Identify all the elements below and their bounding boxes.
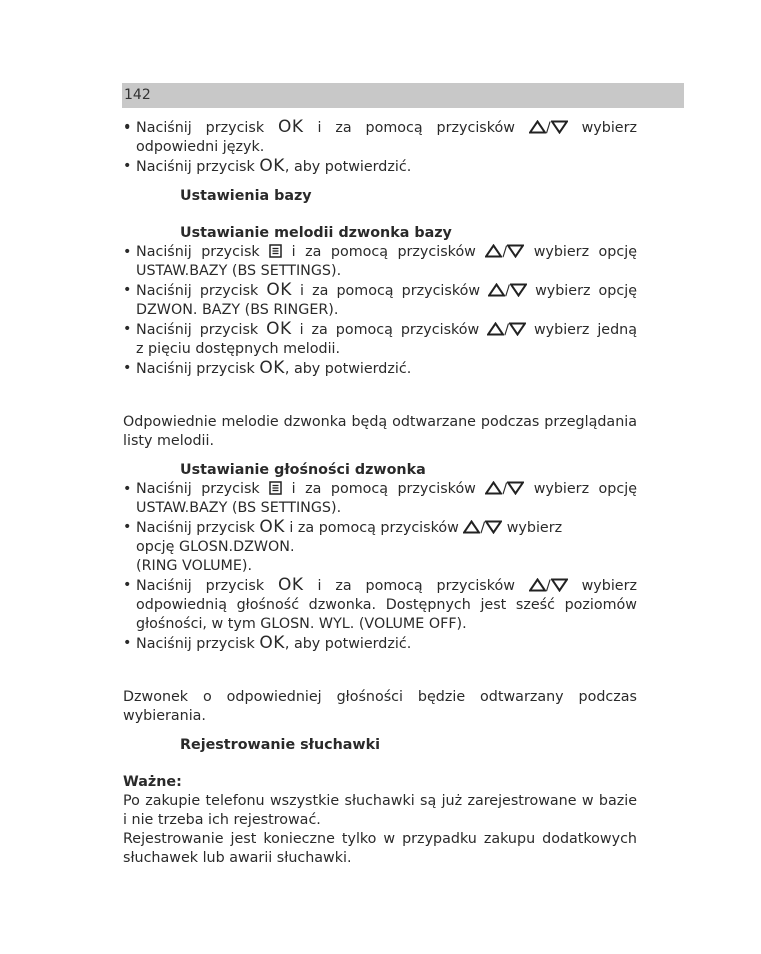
triangle-up-icon xyxy=(463,520,480,534)
list-item: • Naciśnij przycisk OK i za pomocą przycisków / wybierz xyxy=(123,518,637,538)
triangle-down-icon xyxy=(507,481,524,495)
triangle-up-icon xyxy=(529,578,546,592)
list-item: • Naciśnij przycisk OK i za pomocą przycisków / wybierz jedną xyxy=(123,320,637,340)
list-item-continuation: DZWON. BAZY (BS RINGER). xyxy=(136,302,339,318)
menu-key-icon xyxy=(269,481,282,495)
list-item: • Naciśnij przycisk OK, aby potwierdzić. xyxy=(123,359,637,379)
ok-key-icon: OK xyxy=(259,358,285,378)
triangle-down-icon xyxy=(509,322,526,336)
list-item: • Naciśnij przycisk OK i za pomocą przycisków / wybierz xyxy=(123,576,637,596)
ok-key-icon: OK xyxy=(259,517,285,537)
paragraph: Po zakupie telefonu wszystkie słuchawki są już zarejestrowane w bazie i nie trzeba ich rejestrować. xyxy=(123,793,637,828)
paragraph: Dzwonek o odpowiedniej głośności będzie odtwarzany podczas wybierania. xyxy=(123,689,637,724)
list-item: • Naciśnij przycisk OK, aby potwierdzić. xyxy=(123,157,637,177)
list-item-continuation: odpowiednią głośność dzwonka. Dostępnych jest sześć poziomów głośności, w tym GLOSN. WYL. (VOLUME OFF). xyxy=(136,597,637,632)
triangle-down-icon xyxy=(510,283,527,297)
list-item: • Naciśnij przycisk OK i za pomocą przycisków / wybierz opcję xyxy=(123,281,637,301)
ok-key-icon: OK xyxy=(278,117,304,137)
list-item: • Naciśnij przycisk i za pomocą przycisków / wybierz opcję xyxy=(123,480,637,499)
important-label: Ważne: xyxy=(123,774,182,790)
section-heading: Ustawianie głośności dzwonka xyxy=(180,462,426,478)
list-item: • Naciśnij przycisk OK, aby potwierdzić. xyxy=(123,634,637,654)
ok-key-icon: OK xyxy=(278,575,304,595)
document-body xyxy=(123,118,637,868)
ok-key-icon: OK xyxy=(266,319,292,339)
triangle-down-icon xyxy=(485,520,502,534)
list-item-continuation: USTAW.BAZY (BS SETTINGS). xyxy=(136,500,342,516)
page-number: 142 xyxy=(124,87,151,103)
list-item: • Naciśnij przycisk OK i za pomocą przycisków / wybierz xyxy=(123,118,637,138)
paragraph: Odpowiednie melodie dzwonka będą odtwarzane podczas przeglądania listy melodii. xyxy=(123,414,637,449)
list-item-continuation: odpowiedni język. xyxy=(136,139,265,155)
section-heading: Ustawienia bazy xyxy=(180,188,312,204)
triangle-up-icon xyxy=(485,481,502,495)
paragraph: Rejestrowanie jest konieczne tylko w przypadku zakupu dodatkowych słuchawek lub awarii słuchawki. xyxy=(123,831,637,866)
list-item-continuation: z pięciu dostępnych melodii. xyxy=(136,341,341,357)
triangle-down-icon xyxy=(551,578,568,592)
list-item-continuation: USTAW.BAZY (BS SETTINGS). xyxy=(136,263,342,279)
triangle-up-icon xyxy=(487,322,504,336)
triangle-up-icon xyxy=(485,244,502,258)
list-item-continuation: (RING VOLUME). xyxy=(136,558,253,574)
triangle-down-icon xyxy=(507,244,524,258)
ok-key-icon: OK xyxy=(259,156,285,176)
page-header-bar xyxy=(122,83,684,108)
triangle-up-icon xyxy=(488,283,505,297)
ok-key-icon: OK xyxy=(259,633,285,653)
ok-key-icon: OK xyxy=(266,280,292,300)
section-heading: Rejestrowanie słuchawki xyxy=(180,737,381,753)
section-heading: Ustawianie melodii dzwonka bazy xyxy=(180,225,452,241)
list-item-continuation: opcję GLOSN.DZWON. xyxy=(136,539,295,555)
menu-key-icon xyxy=(269,244,282,258)
list-item: • Naciśnij przycisk i za pomocą przycisków / wybierz opcję xyxy=(123,243,637,262)
